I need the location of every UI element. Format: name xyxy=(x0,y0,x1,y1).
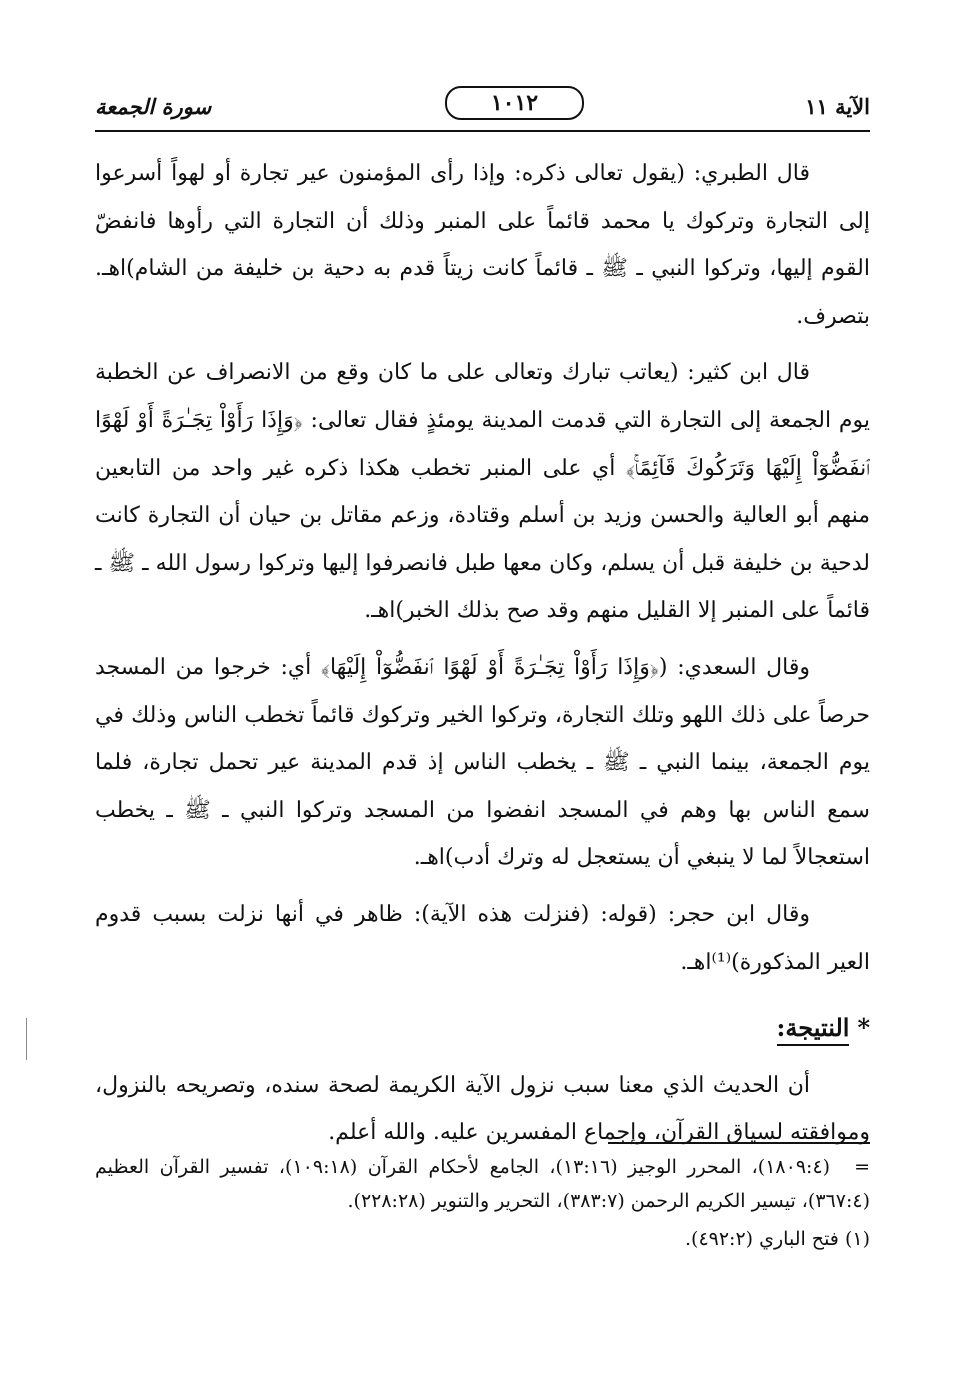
page-number: ١٠١٢ xyxy=(445,86,584,120)
paragraph-ibn-hajar: وقال ابن حجر: (قوله: (فنزلت هذه الآية): ظاهر في أنها نزلت بسبب قدوم العير المذكورة)⁽¹⁾اهـ. xyxy=(95,901,870,975)
margin-mark xyxy=(26,1018,27,1060)
footnote-1 xyxy=(95,1222,870,1256)
footnote-continuation-text: (١٨٠٩:٤)، المحرر الوجيز (١٣:١٦)، الجامع لأحكام القرآن (١٠٩:١٨)، تفسير القرآن العظيم (٣٦٧:٤)، تيسير الكريم الرحمن (٣٨٣:٧)، التحرير والتنوير (٢٢٨:٢٨). xyxy=(95,1156,870,1212)
footnote-continuation xyxy=(95,1150,870,1218)
result-heading-label: النتيجة: xyxy=(777,1013,850,1046)
footnote-continuation-marker: = xyxy=(854,1156,870,1178)
footnotes xyxy=(95,1150,870,1260)
footnote-1-text: فتح الباري (٤٩٢:٢). xyxy=(684,1228,839,1250)
paragraph-saadi: وقال السعدي: (﴿وَإِذَا رَأَوْاْ تِجَـٰرَةً أَوْ لَهْوًا ٱنفَضُّوٓاْ إِلَيْهَا﴾ أي: خرجوا من المسجد حرصاً على ذلك اللهو وتلك التجارة، وتركوا الخير وتركوك قائماً تخطب الناس وذلك في يوم الجمعة، بينما النبي ـ ﷺ ـ يخطب الناس إذ قدم المدينة عير تحمل تجارة، فلما سمع الناس بها وهم في المسجد انفضوا من المسجد وتركوا النبي ـ ﷺ ـ يخطب استعجالاً لما لا ينبغي أن يستعجل له وترك أدب)اهـ. xyxy=(95,654,870,871)
page-header xyxy=(95,80,870,128)
header-rule xyxy=(95,130,870,132)
asterisk-icon: * xyxy=(857,1013,870,1043)
result-heading xyxy=(95,1004,870,1052)
paragraph-tabari: قال الطبري: (يقول تعالى ذكره: وإذا رأى المؤمنون عير تجارة أو لهواً أسرعوا إلى التجارة وتركوك يا محمد قائماً على المنبر وذلك أن التجارة التي رأوها فانفضّ القوم إليها، وتركوا النبي ـ ﷺ ـ قائماً كانت زيتاً قدم به دحية بن خليفة من الشام)اهـ. بتصرف. xyxy=(95,161,870,329)
verse-label: الآية ١١ xyxy=(805,94,870,119)
paragraph-ibn-kathir: قال ابن كثير: (يعاتب تبارك وتعالى على ما كان وقع من الانصراف عن الخطبة يوم الجمعة إلى التجارة التي قدمت المدينة يومئذٍ فقال تعالى: ﴿وَإِذَا رَأَوْاْ تِجَـٰرَةً أَوْ لَهْوًا ٱنفَضُّوٓاْ إِلَيْهَا وَتَرَكُوكَ قَآئِمًاۚ﴾ أي على المنبر تخطب هكذا ذكره غير واحد من التابعين منهم أبو العالية والحسن وزيد بن أسلم وقتادة، وزعم مقاتل بن حيان أن التجارة كانت لدحية بن خليفة قبل أن يسلم، وكان معها طبل فانصرفوا إليها وتركوا رسول الله ـ ﷺ ـ قائماً على المنبر إلا القليل منهم وقد صح بذلك الخبر)اهـ. xyxy=(95,360,870,624)
footnote-1-marker: (١) xyxy=(844,1228,870,1250)
surah-name: سورة الجمعة xyxy=(95,94,212,119)
footnote-rule xyxy=(608,1142,870,1144)
result-paragraph: أن الحديث الذي معنا سبب نزول الآية الكريمة لصحة سنده، وتصريحه بالنزول، وموافقته لسياق القرآن، وإجماع المفسرين عليه. والله أعلم. xyxy=(95,1072,870,1146)
main-text xyxy=(95,150,870,1166)
